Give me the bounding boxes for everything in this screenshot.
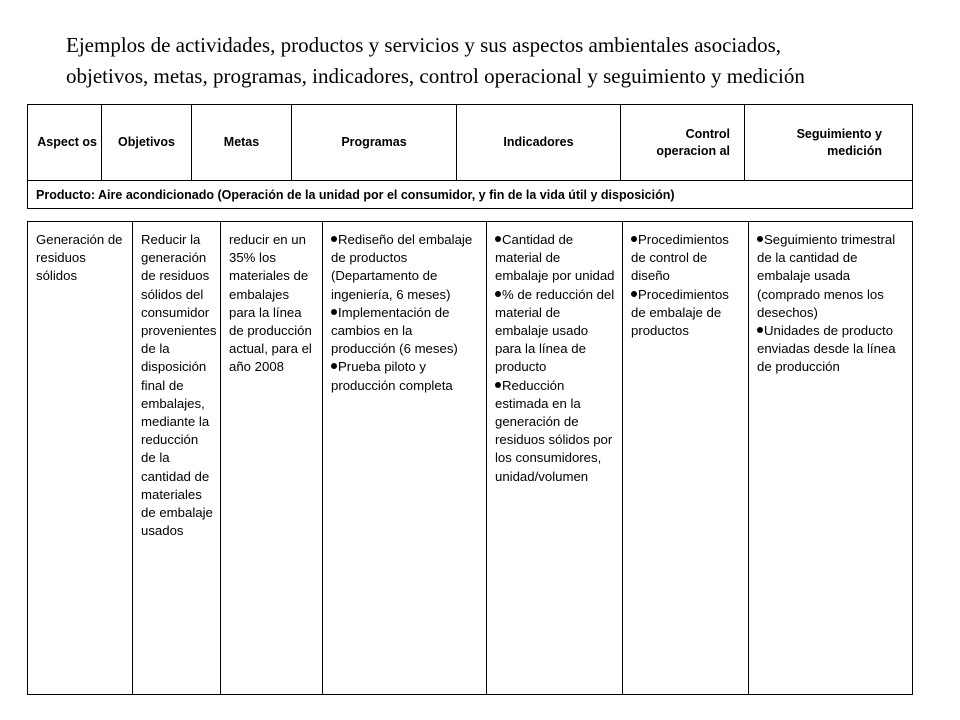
- header-control-operacional: Control operacion al: [621, 105, 745, 181]
- cell-programas: [323, 222, 487, 695]
- list-item: Reducción estimada en la generación de residuos sólidos por los consumidores, unidad/volumen: [495, 377, 613, 484]
- header-metas: Metas: [192, 105, 292, 181]
- header-objetivos: Objetivos: [102, 105, 192, 181]
- header-programas: Programas: [292, 105, 457, 181]
- list-item: Procedimientos de control de diseño: [631, 232, 729, 284]
- header-seguimiento: Seguimiento y medición: [745, 105, 913, 181]
- cell-aspecto: Generación de residuos sólidos: [28, 222, 133, 695]
- content-table: [27, 221, 913, 695]
- header-aspectos: Aspect os: [28, 105, 102, 181]
- header-indicadores: Indicadores: [457, 105, 621, 181]
- bullet-icon: [631, 291, 637, 297]
- header-row: [28, 105, 913, 181]
- bullet-icon: [757, 327, 763, 333]
- bullet-icon: [495, 382, 501, 388]
- page-title: [66, 30, 946, 92]
- list-item: Procedimientos de embalaje de productos: [631, 286, 729, 339]
- list-item: Unidades de producto enviadas desde la línea de producción: [757, 323, 896, 375]
- bullet-icon: [495, 291, 501, 297]
- bullet-icon: [331, 309, 337, 315]
- list-item: Prueba piloto y producción completa: [331, 359, 453, 393]
- title-line-2: objetivos, metas, programas, indicadores, control operacional y seguimiento y medición: [66, 64, 805, 88]
- title-line-1: Ejemplos de actividades, productos y servicios y sus aspectos ambientales asociados,: [66, 33, 781, 57]
- list-item: Cantidad de material de embalaje por unidad: [495, 232, 615, 284]
- table-row: [28, 222, 913, 695]
- header-table: [27, 104, 913, 209]
- bullet-icon: [495, 236, 501, 242]
- cell-objetivo: Reducir la generación de residuos sólidos del consumidor provenientes de la disposición final de embalajes, mediante la reducción de la cantidad de materiales de embalaje usados: [133, 222, 221, 695]
- list-item: Implementación de cambios en la producción (6 meses): [331, 304, 458, 357]
- list-item: Seguimiento trimestral de la cantidad de embalaje usada (comprado menos los desechos): [757, 232, 896, 320]
- cell-control-operacional: [623, 222, 749, 695]
- bullet-icon: [331, 236, 337, 242]
- product-row: [28, 181, 913, 209]
- cell-seguimiento: [749, 222, 913, 695]
- list-item: Rediseño del embalaje de productos (Departamento de ingeniería, 6 meses): [331, 232, 473, 302]
- cell-indicadores: [487, 222, 623, 695]
- cell-meta: reducir en un 35% los materiales de embalajes para la línea de producción actual, para el año 2008: [221, 222, 323, 695]
- bullet-icon: [331, 363, 337, 369]
- bullet-icon: [631, 236, 637, 242]
- bullet-icon: [757, 236, 763, 242]
- list-item: % de reducción del material de embalaje usado para la línea de producto: [495, 286, 615, 375]
- product-description: Producto: Aire acondicionado (Operación de la unidad por el consumidor, y fin de la vida útil y disposición): [28, 181, 913, 209]
